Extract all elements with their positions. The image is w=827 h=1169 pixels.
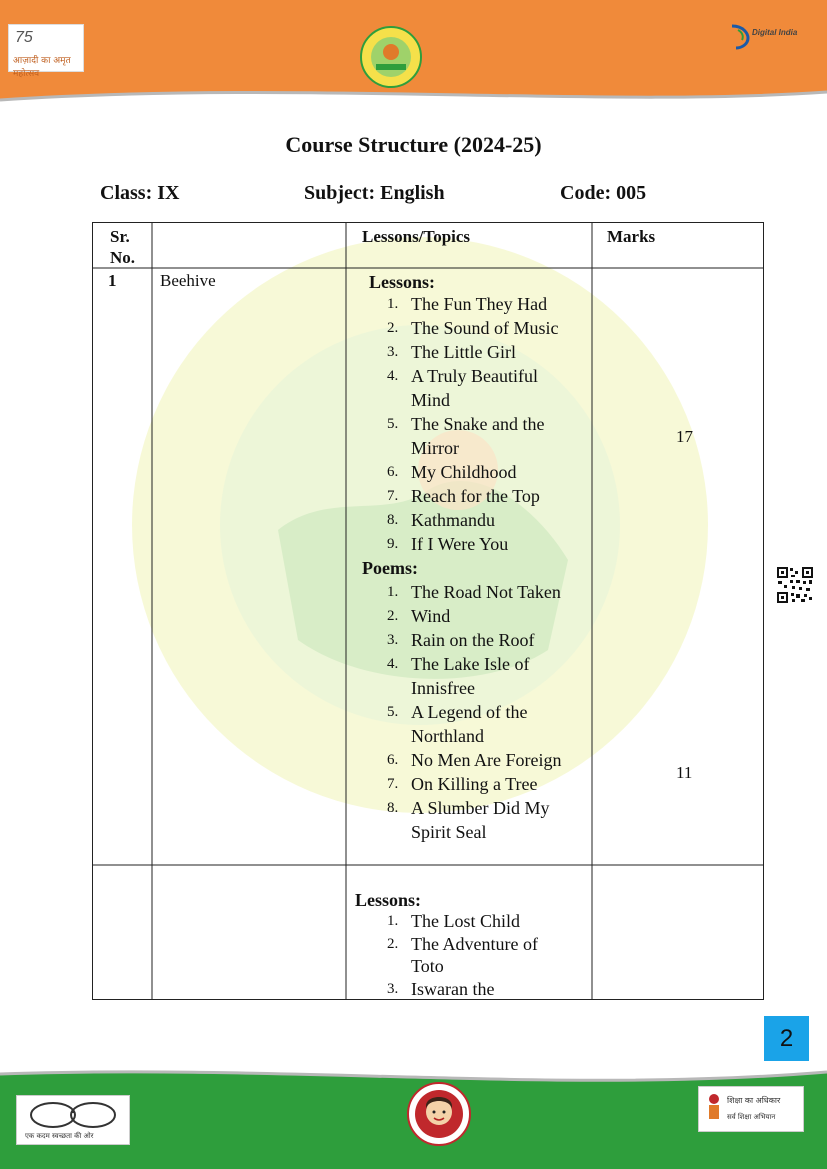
list-item — [361, 316, 593, 340]
list-item — [361, 604, 593, 628]
list-item-text: Toto — [411, 956, 444, 976]
list-item-number: 2. — [387, 320, 399, 336]
list-item-text: A Slumber Did My — [411, 798, 550, 818]
list-item — [361, 532, 593, 556]
list-item-number: 1. — [387, 296, 399, 312]
list-item-text: Rain on the Roof — [411, 630, 535, 650]
list-item — [361, 508, 593, 532]
list-item-number: 6. — [387, 464, 399, 480]
row1-poems-heading: Poems: — [362, 558, 418, 578]
list-item-number: 8. — [387, 512, 399, 528]
list-item — [361, 978, 593, 1001]
digital-india-label: Digital India — [752, 28, 798, 37]
list-item-text: Mirror — [411, 438, 459, 458]
row1-lessons-list — [361, 292, 593, 556]
digital-india-logo — [728, 24, 798, 54]
row1-book: Beehive — [160, 271, 216, 290]
list-item-text: No Men Are Foreign — [411, 750, 562, 770]
list-item-text: Spirit Seal — [411, 822, 487, 842]
list-item-text: The Road Not Taken — [411, 582, 561, 602]
list-item-text: Kathmandu — [411, 510, 495, 530]
list-item — [361, 933, 593, 978]
list-item-text: The Lost Child — [411, 911, 520, 931]
list-item-text: The Fun They Had — [411, 294, 548, 314]
list-item-text: The Snake and the — [411, 414, 545, 434]
list-item-number: 5. — [387, 416, 399, 432]
class-label: Class: IX — [100, 182, 180, 204]
list-item-number: 1. — [387, 913, 399, 929]
qr-code-icon[interactable] — [776, 566, 814, 604]
list-item-number: 1. — [387, 584, 399, 600]
list-item-number: 7. — [387, 488, 399, 504]
list-item — [361, 412, 593, 460]
lessons-marks: 17 — [676, 427, 693, 446]
list-item-number: 6. — [387, 752, 399, 768]
code-label: Code: 005 — [560, 182, 647, 204]
header-marks: Marks — [607, 227, 656, 246]
list-item — [361, 580, 593, 604]
shiksha-ka-adhikar-logo — [698, 1086, 804, 1132]
digital-india-icon — [728, 24, 750, 50]
list-item — [361, 292, 593, 316]
list-item — [361, 700, 593, 748]
list-item-text: The Lake Isle of — [411, 654, 530, 674]
list-item-number: 3. — [387, 344, 399, 360]
row2-lessons-list — [361, 910, 593, 1000]
list-item-number: 3. — [387, 980, 399, 997]
board-emblem-icon — [360, 26, 422, 88]
list-item-text: If I Were You — [411, 534, 509, 554]
spectacles-icon — [25, 1100, 121, 1130]
list-item — [361, 340, 593, 364]
list-item-number: 4. — [387, 368, 399, 384]
header-lessons-topics: Lessons/Topics — [362, 227, 471, 246]
list-item-text: A Truly Beautiful — [411, 366, 539, 386]
children-icon — [703, 1093, 725, 1125]
list-item — [361, 748, 593, 772]
list-item-text: On Killing a Tree — [411, 774, 538, 794]
list-item-text: The Sound of Music — [411, 318, 559, 338]
list-item-text: Iswaran the — [411, 978, 495, 999]
swachh-bharat-logo — [16, 1095, 130, 1145]
rte-subtitle: सर्व शिक्षा अभियान — [727, 1113, 776, 1121]
list-item — [361, 652, 593, 700]
list-item-text: The Little Girl — [411, 342, 516, 362]
list-item-number: 2. — [387, 608, 399, 624]
subject-label: Subject: English — [304, 182, 445, 204]
list-item-text: A Legend of the — [411, 702, 528, 722]
list-item — [361, 364, 593, 412]
list-item-text: Innisfree — [411, 678, 475, 698]
list-item-number: 2. — [387, 935, 399, 952]
poems-marks: 11 — [676, 763, 693, 782]
row2-lessons-heading: Lessons: — [355, 890, 422, 910]
beti-bachao-emblem-icon — [407, 1082, 471, 1146]
rte-title: शिक्षा का अधिकार — [727, 1096, 781, 1105]
list-item-text: My Childhood — [411, 462, 517, 482]
logo-number: 75 — [15, 29, 33, 46]
row1-poems-list — [361, 580, 593, 844]
list-item-text: Wind — [411, 606, 451, 626]
list-item-number: 8. — [387, 800, 399, 816]
list-item-text: Mind — [411, 390, 451, 410]
list-item-number: 4. — [387, 656, 399, 672]
list-item — [361, 796, 593, 844]
page-title: Course Structure (2024-25) — [285, 132, 542, 157]
list-item — [361, 484, 593, 508]
list-item — [361, 628, 593, 652]
row1-lessons-heading: Lessons: — [369, 272, 436, 292]
list-item-text: Reach for the Top — [411, 486, 540, 506]
row1-sr: 1 — [108, 271, 117, 290]
swachh-caption: एक कदम स्वच्छता की ओर — [25, 1132, 94, 1140]
logo-caption: आज़ादी का अमृत महोत्सव — [13, 56, 71, 79]
list-item — [361, 460, 593, 484]
page-number-badge: 2 — [764, 1016, 809, 1061]
list-item — [361, 910, 593, 933]
list-item — [361, 772, 593, 796]
header-sr-no: Sr. No. — [110, 227, 136, 267]
list-item-number: 5. — [387, 704, 399, 720]
list-item-number: 9. — [387, 536, 399, 552]
list-item-number: 7. — [387, 776, 399, 792]
azadi-amrit-mahotsav-logo — [8, 24, 84, 79]
list-item-text: Northland — [411, 726, 484, 746]
list-item-text: The Adventure of — [411, 933, 538, 954]
list-item-number: 3. — [387, 632, 399, 648]
